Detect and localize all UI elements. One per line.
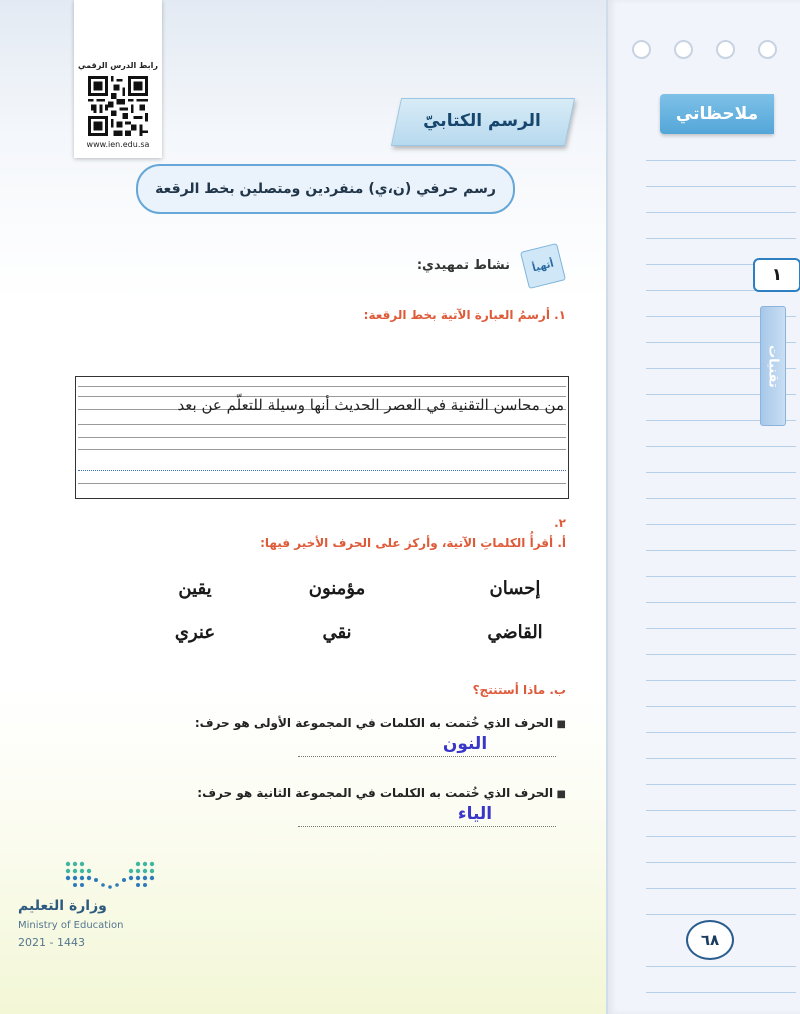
note-line (646, 524, 796, 525)
note-line (646, 576, 796, 577)
qr-caption: رابط الدرس الرقمي (78, 61, 158, 70)
answer-1[interactable]: النون (442, 734, 488, 754)
notes-sidebar (606, 0, 800, 1014)
note-line (646, 212, 796, 213)
guide-line (78, 483, 566, 484)
ministry-name-english: Ministry of Education (18, 920, 124, 931)
answer-1-line (298, 756, 556, 757)
notes-tab[interactable]: ملاحظاتي (660, 94, 774, 134)
binder-hole (716, 40, 735, 59)
note-line (646, 810, 796, 811)
activity-badge-icon: أتهيأ (520, 243, 566, 289)
note-line (646, 732, 796, 733)
question-1-prompt: ١. أرسمُ العبارة الآتية بخط الرقعة: (363, 308, 566, 322)
binder-hole (632, 40, 651, 59)
note-line (646, 966, 796, 967)
note-line (646, 472, 796, 473)
guide-line (78, 437, 566, 438)
digital-lesson-qr-card[interactable] (74, 0, 162, 158)
note-line (646, 628, 796, 629)
qr-url[interactable]: www.ien.edu.sa (86, 140, 150, 149)
guide-line (78, 424, 566, 425)
answer-2-line (298, 826, 556, 827)
lesson-subtitle: رسم حرفي (ن،ي) منفردين ومتصلين بخط الرقعة (136, 164, 515, 214)
question-2b-prompt: ب. ماذا أستنتج؟ (472, 683, 566, 697)
word-group1-1: إحسان (489, 578, 541, 599)
note-line (646, 602, 796, 603)
note-line (646, 914, 796, 915)
unit-number: ١ (753, 258, 800, 292)
note-line (646, 888, 796, 889)
conclusion-item-2: ■ الحرف الذي خُتمت به الكلمات في المجموعة الثانية هو حرف: (200, 786, 566, 800)
note-line (646, 680, 796, 681)
guide-line (78, 449, 566, 450)
ministry-logo-icon (58, 858, 162, 892)
handwriting-practice-box[interactable] (75, 376, 569, 499)
note-line (646, 862, 796, 863)
word-group2-2: نقي (322, 622, 352, 643)
page-number: ٦٨ (686, 920, 734, 960)
binder-hole (758, 40, 777, 59)
conclusion-item-1: ■ الحرف الذي خُتمت به الكلمات في المجموعة الأولى هو حرف: (200, 716, 566, 730)
note-line (646, 784, 796, 785)
guide-line (78, 386, 566, 387)
note-line (646, 654, 796, 655)
guide-line-dotted (78, 470, 566, 472)
word-group1-3: يقين (178, 578, 212, 599)
note-line (646, 498, 796, 499)
model-sentence: من محاسن التقنية في العصر الحديث أنها وسيلة للتعلّم عن بعد (177, 396, 564, 414)
note-line (646, 186, 796, 187)
qr-code-icon[interactable] (88, 76, 148, 136)
note-line (646, 836, 796, 837)
binder-hole (674, 40, 693, 59)
lesson-title: الرسم الكتابيّ (423, 111, 541, 131)
note-line (646, 160, 796, 161)
question-2-number: ٢. (554, 516, 566, 530)
answer-2[interactable]: الياء (457, 804, 493, 824)
note-line (646, 238, 796, 239)
note-line (646, 992, 796, 993)
question-2a-prompt: أ. أقرأُ الكلماتِ الآتية، وأركز على الحرف الأخير فيها: (260, 536, 566, 550)
note-line (646, 446, 796, 447)
edition-year: 2021 - 1443 (18, 936, 85, 949)
note-line (646, 550, 796, 551)
activity-title: نشاط تمهيدي: (416, 258, 510, 273)
word-group1-2: مؤمنون (308, 578, 366, 599)
ministry-name-arabic: وزارة التعليم (18, 898, 107, 914)
unit-label: تقنيات (760, 306, 786, 426)
note-line (646, 758, 796, 759)
word-group2-1: القاضي (487, 622, 543, 643)
note-line (646, 706, 796, 707)
word-group2-3: عنري (174, 622, 216, 643)
